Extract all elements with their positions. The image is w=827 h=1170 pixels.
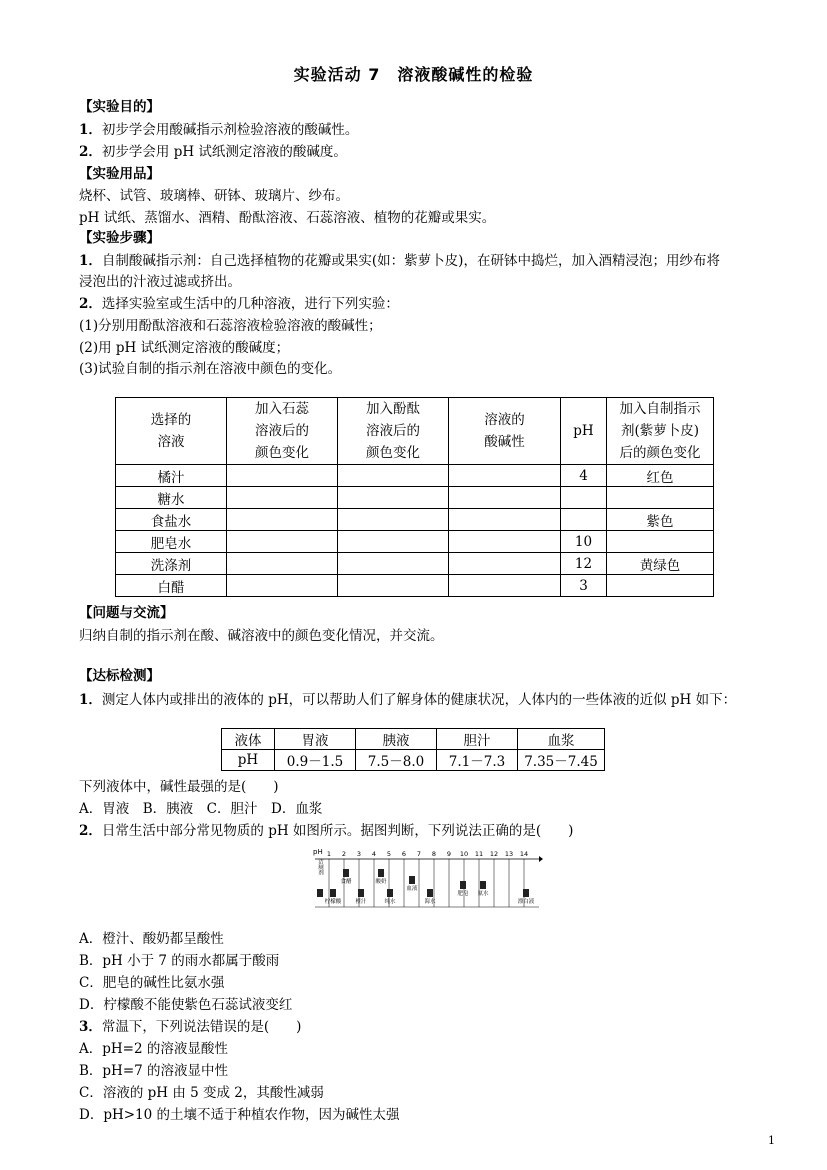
- table-cell: [338, 465, 449, 487]
- item-number: 1．: [79, 122, 102, 138]
- table-cell: 液体: [222, 729, 275, 750]
- scale-item-icon: [317, 889, 323, 897]
- materials-line-2: pH 试纸、蒸馏水、酒精、酚酞溶液、石蕊溶液、植物的花瓣或果实。: [79, 210, 496, 226]
- table-cell: 7.1－7.3: [437, 750, 518, 771]
- table-cell: [338, 553, 449, 575]
- scale-item-label: 氨水: [477, 891, 489, 897]
- table-row: [116, 531, 714, 553]
- header-line: pH: [573, 423, 594, 439]
- table-cell: [227, 531, 338, 553]
- table-row: [116, 553, 714, 575]
- tick-label: 12: [489, 850, 499, 858]
- section-header-test: 【达标检测】: [79, 668, 160, 684]
- question-text: 日常生活中部分常见物质的 pH 如图所示。据图判断，下列说法正确的是( ): [101, 823, 574, 839]
- tick-label: 6: [401, 850, 407, 858]
- scale-item-icon: [409, 876, 415, 884]
- section-header-discussion: 【问题与交流】: [79, 605, 174, 621]
- table-cell: [449, 575, 561, 597]
- section-header-steps: 【实验步骤】: [79, 230, 160, 246]
- table-cell: 黄绿色: [607, 553, 714, 575]
- step-text: 选择实验室或生活中的几种溶液，进行下列实验：: [101, 296, 399, 312]
- header-cell: [227, 398, 338, 465]
- table-row: [116, 575, 714, 597]
- header-cell: [449, 398, 561, 465]
- scale-item-label: 食醋: [340, 879, 352, 885]
- scale-item-label: 酸奶: [375, 879, 387, 885]
- table-cell: [449, 487, 561, 509]
- table-cell: 胰液: [356, 729, 437, 750]
- table-row: [222, 750, 605, 771]
- table-cell: [449, 531, 561, 553]
- purpose-item-1: [79, 118, 358, 138]
- question-1-options: A．胃液 B．胰液 C．胆汁 D．血浆: [79, 801, 323, 817]
- section-header-purpose: 【实验目的】: [79, 99, 160, 115]
- q2-option-c: C．肥皂的碱性比氨水强: [79, 975, 225, 991]
- purpose-item-2: [79, 140, 347, 160]
- tick-label: 3: [356, 850, 362, 858]
- header-line: 选择的: [150, 412, 192, 428]
- table-cell: 肥皂水: [116, 531, 227, 553]
- scale-item-icon: [343, 869, 349, 877]
- scale-item-icon: [330, 889, 336, 897]
- header-line: 颜色变化: [366, 445, 420, 461]
- question-1-stem: 下列液体中，碱性最强的是( ): [79, 779, 279, 795]
- table-cell: [449, 465, 561, 487]
- scale-item-icon: [358, 889, 364, 897]
- scale-item-label: 肥皂: [457, 891, 469, 897]
- scale-arrow: [539, 856, 543, 862]
- step-text: 自制酸碱指示剂：自己选择植物的花瓣或果实(如：紫萝卜皮)，在研钵中捣烂，加入酒精浸泡；用纱布将: [101, 253, 720, 269]
- step-2: [79, 292, 399, 312]
- scale-item-label: 橙汁: [355, 899, 367, 905]
- item-number: 1．: [79, 253, 102, 269]
- table-cell: [338, 575, 449, 597]
- question-number: 1．: [79, 692, 102, 708]
- header-line: 溶液后的: [255, 423, 309, 439]
- question-text: 常温下，下列说法错误的是( ): [101, 1019, 302, 1035]
- header-line: 后的颜色变化: [619, 445, 701, 461]
- scale-item-icon: [427, 889, 433, 897]
- scale-item-label: 漂白液: [517, 899, 535, 905]
- experiment-table: [115, 397, 714, 597]
- table-cell: 3: [561, 575, 607, 597]
- table-cell: 紫色: [607, 509, 714, 531]
- body-fluid-ph-table: [221, 728, 605, 771]
- table-cell: [607, 531, 714, 553]
- header-line: 加入石蕊: [255, 401, 309, 417]
- table-cell: pH: [222, 750, 275, 771]
- table-cell: [561, 509, 607, 531]
- tick-label: 8: [431, 850, 437, 858]
- question-text: 测定人体内或排出的液体的 pH，可以帮助人们了解身体的健康状况，人体内的一些体液的近似 pH 如下：: [101, 692, 737, 708]
- table-cell: [607, 487, 714, 509]
- tick-label: 2: [341, 850, 347, 858]
- q3-option-a: A．pH=2 的溶液显酸性: [79, 1041, 228, 1057]
- table-cell: [338, 509, 449, 531]
- header-cell: [607, 398, 714, 465]
- header-line: 加入自制指示: [619, 401, 701, 417]
- table-cell: [338, 487, 449, 509]
- scale-item-icon: [523, 889, 529, 897]
- scale-item-label: 洁厕剂: [317, 858, 323, 876]
- q3-option-d: D．pH>10 的土壤不适于种植农作物，因为碱性太强: [79, 1107, 400, 1123]
- table-cell: [227, 553, 338, 575]
- tick-label: 5: [386, 850, 392, 858]
- table-cell: 10: [561, 531, 607, 553]
- table-cell: [227, 465, 338, 487]
- table-cell: [227, 575, 338, 597]
- question-number: 3．: [79, 1019, 102, 1035]
- materials-line-1: 烧杯、试管、玻璃棒、研钵、玻璃片、纱布。: [79, 188, 349, 204]
- ph-label: pH: [313, 848, 323, 856]
- header-line: 剂(紫萝卜皮): [620, 423, 700, 439]
- q3-option-c: C．溶液的 pH 由 5 变成 2，其酸性减弱: [79, 1085, 324, 1101]
- tick-label: 14: [519, 850, 529, 858]
- page-title: 实验活动 7 溶液酸碱性的检验: [293, 65, 534, 84]
- scale-item-icon: [387, 889, 393, 897]
- scale-item-label: 柠檬酸: [324, 899, 342, 905]
- table-cell: [561, 487, 607, 509]
- table-cell: [338, 531, 449, 553]
- question-2: [79, 819, 573, 839]
- tick-label: 4: [371, 850, 377, 858]
- item-text: 初步学会用 pH 试纸测定溶液的酸碱度。: [101, 144, 347, 160]
- question-number: 2．: [79, 823, 102, 839]
- substep-1: (1)分别用酚酞溶液和石蕊溶液检验溶液的酸碱性；: [79, 318, 382, 334]
- table-cell: 糖水: [116, 487, 227, 509]
- header-line: 溶液的: [484, 412, 525, 428]
- tick-label: 10: [459, 850, 469, 858]
- question-1: [79, 688, 736, 708]
- header-line: 溶液: [157, 434, 185, 450]
- table-cell: 0.9－1.5: [275, 750, 356, 771]
- q3-option-b: B．pH=7 的溶液显中性: [79, 1063, 229, 1079]
- table-cell: 胆汁: [437, 729, 518, 750]
- tick-label: 9: [446, 850, 452, 858]
- question-3: [79, 1015, 301, 1035]
- table-cell: 4: [561, 465, 607, 487]
- header-cell: [561, 398, 607, 465]
- header-line: 加入酚酞: [366, 401, 420, 417]
- table-row: [222, 729, 605, 750]
- scale-item-icon: [378, 869, 384, 877]
- header-cell: [338, 398, 449, 465]
- scale-items: [317, 858, 535, 905]
- table-cell: [227, 487, 338, 509]
- table-row: [116, 487, 714, 509]
- tick-label: 11: [474, 850, 484, 858]
- table-cell: 胃液: [275, 729, 356, 750]
- table-header-row: [116, 398, 714, 465]
- table-cell: 12: [561, 553, 607, 575]
- scale-item-label: 血液: [406, 886, 418, 892]
- table-row: [116, 509, 714, 531]
- table-cell: [607, 575, 714, 597]
- item-number: 2．: [79, 296, 102, 312]
- table-cell: 7.5－8.0: [356, 750, 437, 771]
- item-text: 初步学会用酸碱指示剂检验溶液的酸碱性。: [101, 122, 359, 138]
- header-cell: [116, 398, 227, 465]
- substep-2: (2)用 pH 试纸测定溶液的酸碱度；: [79, 340, 290, 356]
- q2-option-a: A．橙汁、酸奶都呈酸性: [79, 931, 224, 947]
- substep-3: (3)试验自制的指示剂在溶液中颜色的变化。: [79, 361, 342, 377]
- scale-item-label: 海水: [424, 899, 436, 905]
- table-cell: [449, 553, 561, 575]
- table-cell: 血浆: [518, 729, 605, 750]
- tick-label: 7: [416, 850, 422, 858]
- scale-item-label: 纯水: [384, 899, 396, 905]
- discussion-text: 归纳自制的指示剂在酸、碱溶液中的颜色变化情况，并交流。: [79, 628, 444, 644]
- ph-scale-figure: [313, 845, 543, 913]
- table-cell: 食盐水: [116, 509, 227, 531]
- section-header-materials: 【实验用品】: [79, 166, 160, 182]
- scale-item-icon: [460, 881, 466, 889]
- table-row: [116, 465, 714, 487]
- table-cell: [227, 509, 338, 531]
- header-line: 溶液后的: [366, 423, 420, 439]
- header-line: 酸碱性: [484, 434, 525, 450]
- table-cell: [449, 509, 561, 531]
- page-number: 1: [768, 1134, 775, 1147]
- table-cell: 白醋: [116, 575, 227, 597]
- item-number: 2．: [79, 144, 102, 160]
- table-cell: 洗涤剂: [116, 553, 227, 575]
- q2-option-d: D．柠檬酸不能使紫色石蕊试液变红: [79, 997, 293, 1013]
- table-cell: 红色: [607, 465, 714, 487]
- step-1: [79, 249, 720, 269]
- q2-option-b: B．pH 小于 7 的雨水都属于酸雨: [79, 953, 280, 969]
- header-line: 颜色变化: [255, 445, 309, 461]
- table-cell: 橘汁: [116, 465, 227, 487]
- scale-item-icon: [480, 881, 486, 889]
- tick-label: 1: [326, 850, 332, 858]
- table-cell: 7.35－7.45: [518, 750, 605, 771]
- tick-label: 13: [504, 850, 514, 858]
- step-1-cont: 浸泡出的汁液过滤或挤出。: [79, 274, 241, 290]
